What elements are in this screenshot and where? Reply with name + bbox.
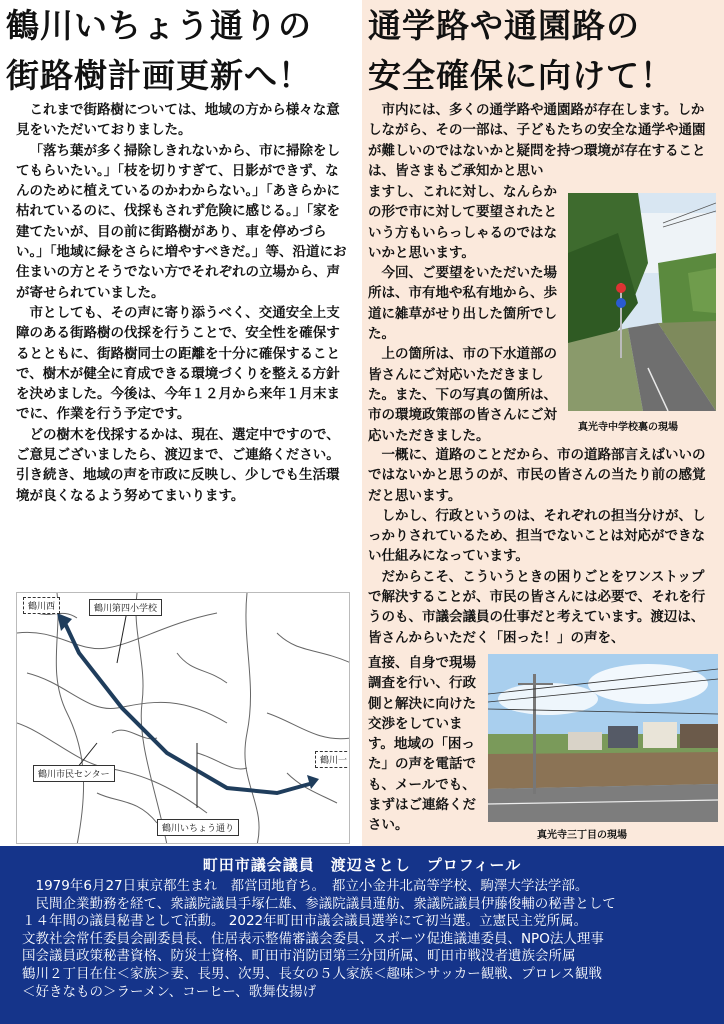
right-paragraph: 直接、自身で現場調査を行い、行政側と解決に向けた交渉をしています。地域の「困った」の声を電話でも、メールでも、まずはご連絡ください。 <box>368 655 476 834</box>
right-article-intro <box>368 100 716 181</box>
right-paragraph: しかし、行政というのは、それぞれの担当分けが、しっかりされているため、担当でないことは対応ができない仕組みになっています。 <box>368 507 706 565</box>
profile-line: 国会議員政策秘書資格、防災士資格、町田市消防団第三分団所属、町田市戦没者遺族会所属 <box>22 948 576 965</box>
photo1-caption: 真光寺中学校裏の現場 <box>578 422 678 433</box>
profile-line: 文教社会常任委員会副委員長、住居表示整備審議会委員、スポーツ促進議連委員、NPO法人理事 <box>22 930 604 947</box>
headline-right-line2: 安全確保に向けて！ <box>368 56 674 95</box>
photo-shinkoji-3chome-site <box>488 654 718 822</box>
profile-line: ＜好きなもの＞ラーメン、コーヒー、歌舞伎揚げ <box>22 983 317 1000</box>
headline-left-line2: 街路樹計画更新へ！ <box>6 56 312 95</box>
right-paragraph: 上の箇所は、市の下水道部の皆さんにご対応いただきました。また、下の写真の箇所は、市の環境政策部の皆さんにご対応いただきました。 <box>368 346 557 444</box>
right-paragraph: 市内には、多くの通学路や通園路が存在します。しかしながら、その一部は、子どもたちの安全な通学や通園が難しいのではないかと疑問を持つ環境が存在することは、皆さまもご承知かと思い <box>368 102 706 179</box>
left-paragraph: 「落ち葉が多く掃除しきれないから、市に掃除をしてもらいたい。」「枝を切りすぎて、日影ができず、なんのために植えているのかわからない。」「あきらかに枯れているのに、伐採もされず危険に感じる。」「家を建てたいが、目の前に街路樹があり、車を停めづらい。」「地域に緑をさらに増やすべきだ。」等、沿道にお住まいの方とそうでない方でそれぞれの立場から、声が寄せられていました。 <box>16 142 347 301</box>
left-article <box>16 100 352 506</box>
right-article-closing <box>368 653 484 836</box>
profile-line: 民間企業勤務を経て、衆議院議員手塚仁雄、参議院議員蓮舫、衆議院議員伊藤俊輔の秘書として <box>22 895 616 912</box>
profile-section <box>0 846 724 1024</box>
map-label-ginkgo-street: 鶴川いちょう通り <box>157 819 239 836</box>
profile-line: 1979年6月27日東京都生まれ 都営団地育ち。 都立小金井北高等学校、駒澤大学法学部。 <box>22 878 589 894</box>
profile-line: 鶴川２丁目在住＜家族＞妻、長男、次男、長女の５人家族＜趣味＞サッカー観戦、プロレス観戦 <box>22 965 602 982</box>
right-paragraph: 一概に、道路のことだから、市の道路部言えばいいのではないかと思うのが、市民の皆さんの当たり前の感覚だと思います。 <box>368 447 706 504</box>
route-arrow-end <box>307 775 319 789</box>
left-paragraph: 市としても、その声に寄り添うべく、交通安全上支障のある街路樹の伐採を行うことで、安全性を確保するとともに、街路樹同士の距離を十分に確保することで、樹木が健全に育成できる環境づくりを整える方針を決めました。今後は、今年１２月から来年１月末までに、作業を行う予定です。 <box>16 304 340 423</box>
map-label-school: 鶴川第四小学校 <box>89 599 162 616</box>
right-article-lower <box>368 445 716 648</box>
photo2-caption: 真光寺三丁目の現場 <box>537 830 627 841</box>
right-paragraph: 今回、ご要望をいただいた場所は、市有地や私有地から、歩道に雑草がせり出した箇所でした。 <box>368 265 557 343</box>
photo-shinkoji-junior-high-site <box>568 193 716 411</box>
right-paragraph: だからこそ、こういうときの困りごとをワンストップで解決することが、市民の皆さんには必要で、それを行うのも、市議会議員の仕事だと考えています。渡辺は、皆さんからいただく「困った！」の声を、 <box>368 568 706 646</box>
profile-line: １４年間の議員秘書として活動。 2022年町田市議会議員選挙にて初当選。立憲民主党所属。 <box>22 913 588 930</box>
route-arrow-start <box>57 613 72 631</box>
profile-title: 町田市議会議員 渡辺さとし プロフィール <box>202 856 522 874</box>
headline-left-line1: 鶴川いちょう通りの <box>6 6 312 45</box>
headline-right-line1: 通学路や通園路の <box>368 6 640 45</box>
right-paragraph: ますし、これに対し、なんらかの形で市に対して要望されたという方もいらっしゃるのではないかと思います。 <box>368 184 557 261</box>
profile-text <box>22 878 714 1001</box>
route-map <box>16 592 350 844</box>
map-label-tsurukawa-1: 鶴川一 <box>315 751 350 768</box>
map-label-citizen-center: 鶴川市民センター <box>33 765 115 782</box>
left-paragraph: どの樹木を伐採するかは、現在、選定中ですので、ご意見ございましたら、渡辺まで、ご連絡ください。引き続き、地域の声を市政に反映し、少しでも生活環境が良くなるよう努めてまいります。 <box>16 426 340 504</box>
right-article-mid <box>368 182 564 446</box>
left-paragraph: これまで街路樹については、地域の方から様々な意見をいただいておりました。 <box>16 102 340 139</box>
map-svg <box>17 593 350 844</box>
map-label-tsurukawa-west: 鶴川西 <box>23 597 60 614</box>
